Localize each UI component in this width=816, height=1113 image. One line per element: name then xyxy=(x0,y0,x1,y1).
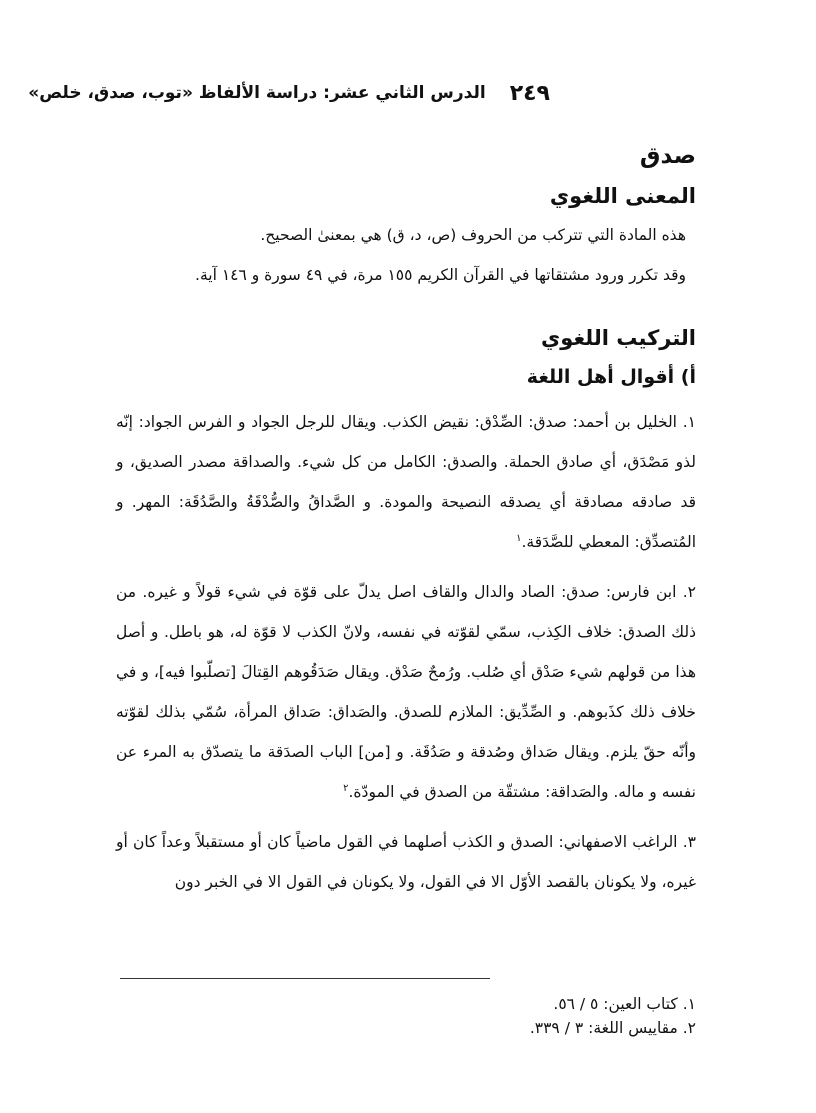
composition-heading: التركيب اللغوي xyxy=(541,326,696,350)
quote-text: ١. الخليل بن أحمد: صدق: الصِّدْق: نقيض الكذب. ويقال للرجل الجواد و الفرس الجواد: إنّه لذو مَصْدَق، أي صادق الحملة. والصدق: الكامل من كل شيء. والصداقة مصدر الصديق، و قد صادقه مصادقة أي يصدقه النصيحة والمودة. و الصَّداقُ والصُّدْقَةُ والصَّدُقَة: المهر. و المُتصدِّق: المعطي للصَّدَقة. xyxy=(116,413,696,551)
lexical-meaning-heading: المعنى اللغوي xyxy=(549,184,696,208)
root-word-heading: صدق xyxy=(639,143,696,169)
footnote-ref: ١ xyxy=(516,532,522,544)
section-gap xyxy=(116,292,696,322)
scholars-subheading: أ) أقوال أهل اللغة xyxy=(526,366,696,388)
page-body xyxy=(116,140,696,902)
footnote-ref: ٢ xyxy=(343,782,349,794)
footnote: ٢. مقاييس اللغة: ٣ / ٣٣٩. xyxy=(529,1019,696,1037)
footnotes xyxy=(116,992,696,1040)
running-header xyxy=(28,78,550,108)
quote-text: ٣. الراغب الاصفهاني: الصدق و الكذب أصلهما في القول ماضياً كان أو مستقبلاً وعداً كان أو غيره، ولا يكونان بالقصد الأوّل الا في القول، ولا يكونان في القول الا في الخبر دون xyxy=(116,833,696,891)
intro-line: وقد تكرر ورود مشتقاتها في القرآن الكريم ١٥٥ مرة، في ٤٩ سورة و ١٤٦ آية. xyxy=(195,266,686,284)
footnote: ١. كتاب العين: ٥ / ٥٦. xyxy=(553,995,696,1013)
footnote-divider xyxy=(120,978,490,979)
quote-paragraph xyxy=(116,572,696,812)
running-title: الدرس الثاني عشر: دراسة الألفاظ «توب، صدق، خلص» xyxy=(28,83,486,103)
quote-text: ٢. ابن فارس: صدق: الصاد والدال والقاف اصل يدلّ على قوّة في شيء قولاً و غيره. من ذلك الصدق: خلاف الكِذب، سمّي لقوّته في نفسه، ولانّ الكذب لا قوّة له، هو باطل. و أصل هذا من قولهم شيء صَدْق أي صُلب. ورُمحٌ صَدْق. ويقال صَدَقُوهم القِتالَ [تصلّبوا فيه]، و في خلاف ذلك كذَبوهم. و الصِّدِّيق: الملازم للصدق. والصَداق: صَداق المرأة، سُمّي بذلك لقوّته وأنّه حقّ يلزم. ويقال صَداق وصُدقة و صَدُقَة. و [من] الباب الصدَقة ما يتصدّق به المرء عن نفسه و ماله. والصَداقة: مشتقّة من الصدق في المودّة. xyxy=(116,583,696,801)
page-number: ٢٤٩ xyxy=(509,80,550,106)
intro-line: هذه المادة التي تتركب من الحروف (ص، د، ق) هي بمعنىٰ الصحيح. xyxy=(260,226,686,244)
quote-paragraph xyxy=(116,402,696,562)
quote-paragraph xyxy=(116,822,696,902)
